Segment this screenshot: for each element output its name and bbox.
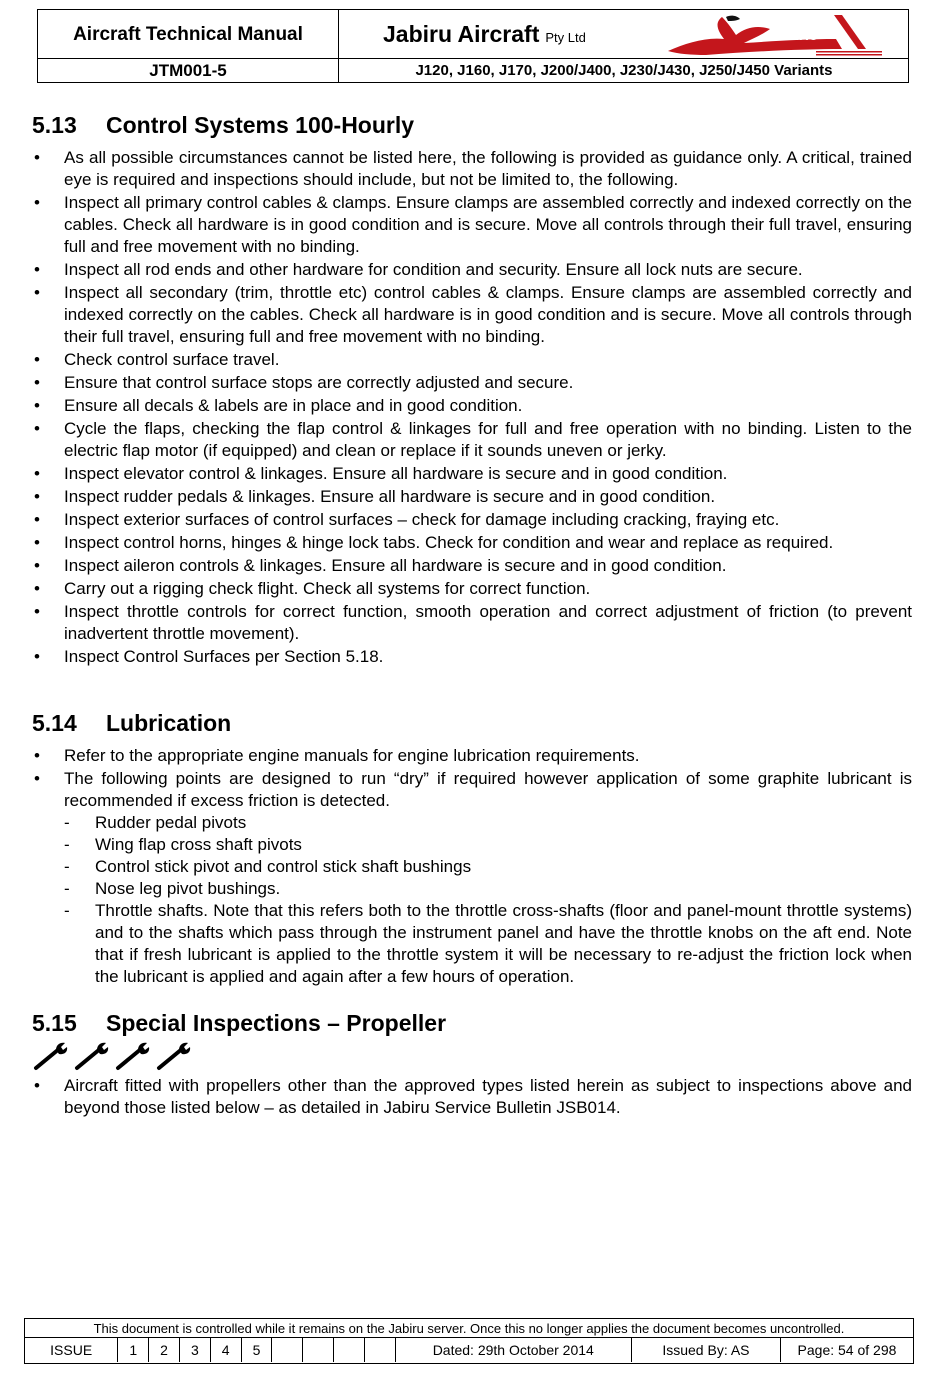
list-item-text: Aircraft fitted with propellers other than the approved types listed herein as subject to inspections above and beyond those listed below – as detailed in Jabiru Service Bulletin JSB014. bbox=[64, 1076, 912, 1117]
list-item-text: Refer to the appropriate engine manuals for engine lubrication requirements. bbox=[64, 746, 640, 765]
document-footer bbox=[24, 1318, 914, 1364]
page-content bbox=[32, 108, 912, 1120]
header-divider bbox=[338, 10, 339, 82]
wrench-icon bbox=[32, 1041, 70, 1073]
sub-list-item bbox=[64, 878, 912, 900]
dated-cell: Dated: 29th October 2014 bbox=[396, 1338, 632, 1362]
section-5-15 bbox=[32, 1010, 912, 1119]
bullet: • bbox=[34, 350, 40, 369]
bullet: • bbox=[34, 487, 40, 506]
sub-list-item bbox=[64, 834, 912, 856]
wrench-icon bbox=[73, 1041, 111, 1073]
dash: - bbox=[64, 879, 70, 898]
list-item bbox=[32, 418, 912, 462]
manual-title: Aircraft Technical Manual bbox=[73, 23, 303, 45]
bullet: • bbox=[34, 579, 40, 598]
list-item bbox=[32, 463, 912, 485]
issue-cell bbox=[365, 1338, 396, 1362]
company-name bbox=[383, 10, 586, 59]
issued-by-cell: Issued By: AS bbox=[632, 1338, 781, 1362]
bullet: • bbox=[34, 746, 40, 765]
section-title: Control Systems 100-Hourly bbox=[106, 112, 415, 138]
list-item bbox=[32, 1075, 912, 1119]
list-item bbox=[32, 259, 912, 281]
wrench-rating bbox=[32, 1041, 912, 1073]
bullet: • bbox=[34, 260, 40, 279]
bullet: • bbox=[34, 148, 40, 167]
list-item bbox=[32, 578, 912, 600]
list-item-text: Carry out a rigging check flight. Check all systems for correct function. bbox=[64, 579, 591, 598]
list-item bbox=[32, 192, 912, 258]
issue-cell: 1 bbox=[118, 1338, 149, 1362]
list-item-text: Inspect all primary control cables & clamps. Ensure clamps are assembled correctly and indexed correctly on the cables. Check all hardware is in good condition and is secure. Move all controls through their full travel, ensuring full and free movement with no binding. bbox=[64, 193, 912, 256]
list-item-text: Check control surface travel. bbox=[64, 350, 280, 369]
section-heading bbox=[32, 112, 912, 139]
list-item bbox=[32, 532, 912, 554]
sub-list-item bbox=[64, 856, 912, 878]
list-item bbox=[32, 646, 912, 668]
list-item-text: Inspect all secondary (trim, throttle etc) control cables & clamps. Ensure clamps are assembled correctly and indexed correctly on the cables. Check all hardware is in good condition and is secure. Move all controls through their full travel, ensuring full and free movement with no binding. bbox=[64, 283, 912, 346]
list-item bbox=[32, 745, 912, 767]
jabiru-logo bbox=[666, 13, 884, 57]
section-title: Lubrication bbox=[106, 710, 232, 736]
logo-text: JABIRU bbox=[770, 28, 819, 43]
bullet: • bbox=[34, 647, 40, 666]
list-item-text: Inspect control horns, hinges & hinge lock tabs. Check for condition and wear and replace as required. bbox=[64, 533, 834, 552]
bullet: • bbox=[34, 419, 40, 438]
section-heading bbox=[32, 710, 912, 737]
bullet-list bbox=[32, 147, 912, 668]
issue-cell bbox=[334, 1338, 365, 1362]
footer-cells bbox=[25, 1338, 913, 1362]
sub-list-item-text: Rudder pedal pivots bbox=[95, 813, 247, 832]
bullet: • bbox=[34, 373, 40, 392]
list-item-text: Ensure that control surface stops are correctly adjusted and secure. bbox=[64, 373, 574, 392]
dash: - bbox=[64, 835, 70, 854]
list-item-text: Inspect Control Surfaces per Section 5.18. bbox=[64, 647, 384, 666]
bullet: • bbox=[34, 602, 40, 621]
dash-list bbox=[64, 812, 912, 988]
wrench-icon bbox=[114, 1041, 152, 1073]
list-item-text: Inspect throttle controls for correct function, smooth operation and correct adjustment of friction (to prevent inadvertent throttle movement). bbox=[64, 602, 912, 643]
sub-list-item-text: Wing flap cross shaft pivots bbox=[95, 835, 302, 854]
bullet: • bbox=[34, 533, 40, 552]
bullet: • bbox=[34, 283, 40, 302]
list-item bbox=[32, 768, 912, 988]
list-item bbox=[32, 372, 912, 394]
list-item-text: Cycle the flaps, checking the flap control & linkages for full and free operation with no binding. Listen to the electric flap motor (if equipped) and clean or replace if it sounds uneven or jerky. bbox=[64, 419, 912, 460]
bullet: • bbox=[34, 1076, 40, 1095]
list-item bbox=[32, 395, 912, 417]
document-header bbox=[37, 9, 909, 83]
issue-cell bbox=[272, 1338, 303, 1362]
document-id: JTM001-5 bbox=[149, 60, 227, 80]
list-item-text: Inspect elevator control & linkages. Ensure all hardware is secure and in good condition. bbox=[64, 464, 728, 483]
sub-list-item bbox=[64, 812, 912, 834]
header-row-bottom bbox=[38, 59, 908, 82]
section-number: 5.14 bbox=[32, 710, 77, 736]
bullet-list bbox=[32, 745, 912, 988]
wrench-icon bbox=[155, 1041, 193, 1073]
list-item bbox=[32, 555, 912, 577]
control-notice: This document is controlled while it remains on the Jabiru server. Once this no longer applies the document becomes uncontrolled. bbox=[25, 1319, 913, 1338]
list-item bbox=[32, 601, 912, 645]
header-row-top bbox=[38, 10, 908, 59]
list-item-text: Inspect all rod ends and other hardware for condition and security. Ensure all lock nuts are secure. bbox=[64, 260, 803, 279]
issue-label: ISSUE bbox=[25, 1338, 118, 1362]
issue-cell: 5 bbox=[242, 1338, 273, 1362]
company-suffix: Pty Ltd bbox=[545, 30, 586, 45]
list-item bbox=[32, 282, 912, 348]
dash: - bbox=[64, 813, 70, 832]
sub-list-item-text: Control stick pivot and control stick shaft bushings bbox=[95, 857, 472, 876]
list-item bbox=[32, 509, 912, 531]
issue-cell bbox=[303, 1338, 334, 1362]
list-item-text: As all possible circumstances cannot be listed here, the following is provided as guidance only. A critical, trained eye is required and inspections should include, but not be limited to, the following. bbox=[64, 148, 912, 189]
issue-cell: 3 bbox=[180, 1338, 211, 1362]
list-item bbox=[32, 349, 912, 371]
list-item-text: Ensure all decals & labels are in place and in good condition. bbox=[64, 396, 523, 415]
section-number: 5.13 bbox=[32, 112, 77, 138]
bullet: • bbox=[34, 556, 40, 575]
list-item-text: Inspect rudder pedals & linkages. Ensure all hardware is secure and in good condition. bbox=[64, 487, 716, 506]
issue-cell: 4 bbox=[211, 1338, 242, 1362]
bullet: • bbox=[34, 464, 40, 483]
bullet: • bbox=[34, 769, 40, 788]
list-item-text: Inspect exterior surfaces of control surfaces – check for damage including cracking, fraying etc. bbox=[64, 510, 780, 529]
sub-list-item bbox=[64, 900, 912, 988]
bullet: • bbox=[34, 193, 40, 212]
company-name-text: Jabiru Aircraft bbox=[383, 21, 540, 47]
issue-cell: 2 bbox=[149, 1338, 180, 1362]
section-5-14 bbox=[32, 710, 912, 988]
section-heading bbox=[32, 1010, 912, 1037]
section-number: 5.15 bbox=[32, 1010, 77, 1036]
dash: - bbox=[64, 857, 70, 876]
aircraft-variants: J120, J160, J170, J200/J400, J230/J430, J250/J450 Variants bbox=[415, 62, 833, 79]
bullet: • bbox=[34, 510, 40, 529]
list-item bbox=[32, 147, 912, 191]
list-item bbox=[32, 486, 912, 508]
list-item-text: The following points are designed to run “dry” if required however application of some graphite lubricant is recommended if excess friction is detected. bbox=[64, 769, 912, 810]
bullet-list bbox=[32, 1075, 912, 1119]
sub-list-item-text: Nose leg pivot bushings. bbox=[95, 879, 281, 898]
page-number-cell: Page: 54 of 298 bbox=[797, 1342, 897, 1358]
list-item-text: Inspect aileron controls & linkages. Ensure all hardware is secure and in good condition. bbox=[64, 556, 727, 575]
bullet: • bbox=[34, 396, 40, 415]
sub-list-item-text: Throttle shafts. Note that this refers both to the throttle cross-shafts (floor and panel-mount throttle systems) and to the shafts which pass through the instrument panel and have the throttle knobs on the aft end. Note that if fresh lubricant is applied to the throttle system it will be necessary to re-adjust the friction lock when the lubricant is applied and again after a few hours of operation. bbox=[95, 901, 912, 986]
section-title: Special Inspections – Propeller bbox=[106, 1010, 447, 1036]
dash: - bbox=[64, 901, 70, 920]
section-5-13 bbox=[32, 112, 912, 668]
